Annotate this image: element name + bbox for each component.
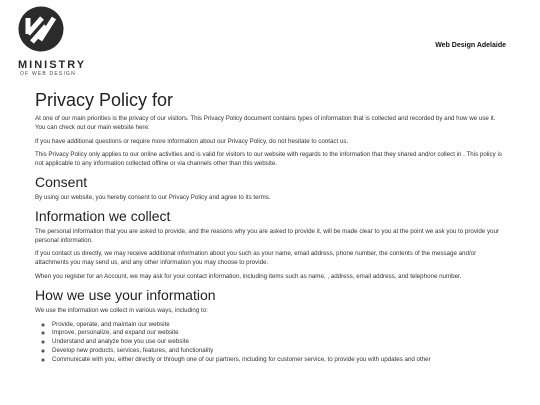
list-item: ◦ Understand and analyze how you use our website [52,338,504,347]
list-item: ◦ Improve, personalize, and expand our website [52,329,504,338]
site-header [0,0,540,84]
page-title: Privacy Policy for [35,90,174,110]
list-item: ◦ Communicate with you, either directly or through one of our partners, including for customer service, to provide you with updates and other [52,356,504,365]
logo-subtitle: OF WEB DESIGN [20,71,76,77]
logo-wordmark: MINISTRY [18,59,87,71]
consent-paragraph: By using our website, you hereby consent to our Privacy Policy and agree to its terms. [35,193,271,201]
info-use-intro: We use the information we collect in various ways, including to: [35,306,208,314]
intro-paragraph-3: This Privacy Policy only applies to our online activities and is valid for visitors to our website with regards to the information that they shared and/or collect in . This policy is not applicable to any information collected offline or via channels other than this website. [35,151,502,168]
info-use-heading: How we use your information [35,286,216,303]
info-collect-paragraph-1: The personal information that you are asked to provide, and the reasons why you are asked to provide it, will be made clear to you at the point we ask you to provide your personal information. [35,227,499,244]
intro-paragraph-2: If you have additional questions or require more information about our Privacy Policy, do not hesitate to contact us. [35,137,349,145]
list-item: ◦ Provide, operate, and maintain our website [52,321,504,330]
info-collect-paragraph-2: If you contact us directly, we may receive additional information about you such as your name, email address, phone number, the contents of the message and/or attachments you may send us, and any other information you may choose to provide. [35,250,477,267]
site-title-link[interactable]: Web Design Adelaide [435,42,506,49]
info-collect-paragraph-3: When you register for an Account, we may ask for your contact information, including items such as name, , address, email address, and telephone number. [35,272,462,280]
consent-heading: Consent [35,173,88,190]
info-use-list [35,321,504,365]
site-logo[interactable] [18,6,87,78]
list-item: ◦ Develop new products, services, features, and functionality [52,347,504,356]
page-content [0,90,540,365]
intro-paragraph-1: At one of our main priorities is the privacy of our visitors. This Privacy Policy document contains types of information that is collected and recorded by and how we use it. You can check out our main website here: [35,115,496,131]
ministry-logo-icon [18,6,64,52]
info-collect-heading: Information we collect [35,207,171,224]
